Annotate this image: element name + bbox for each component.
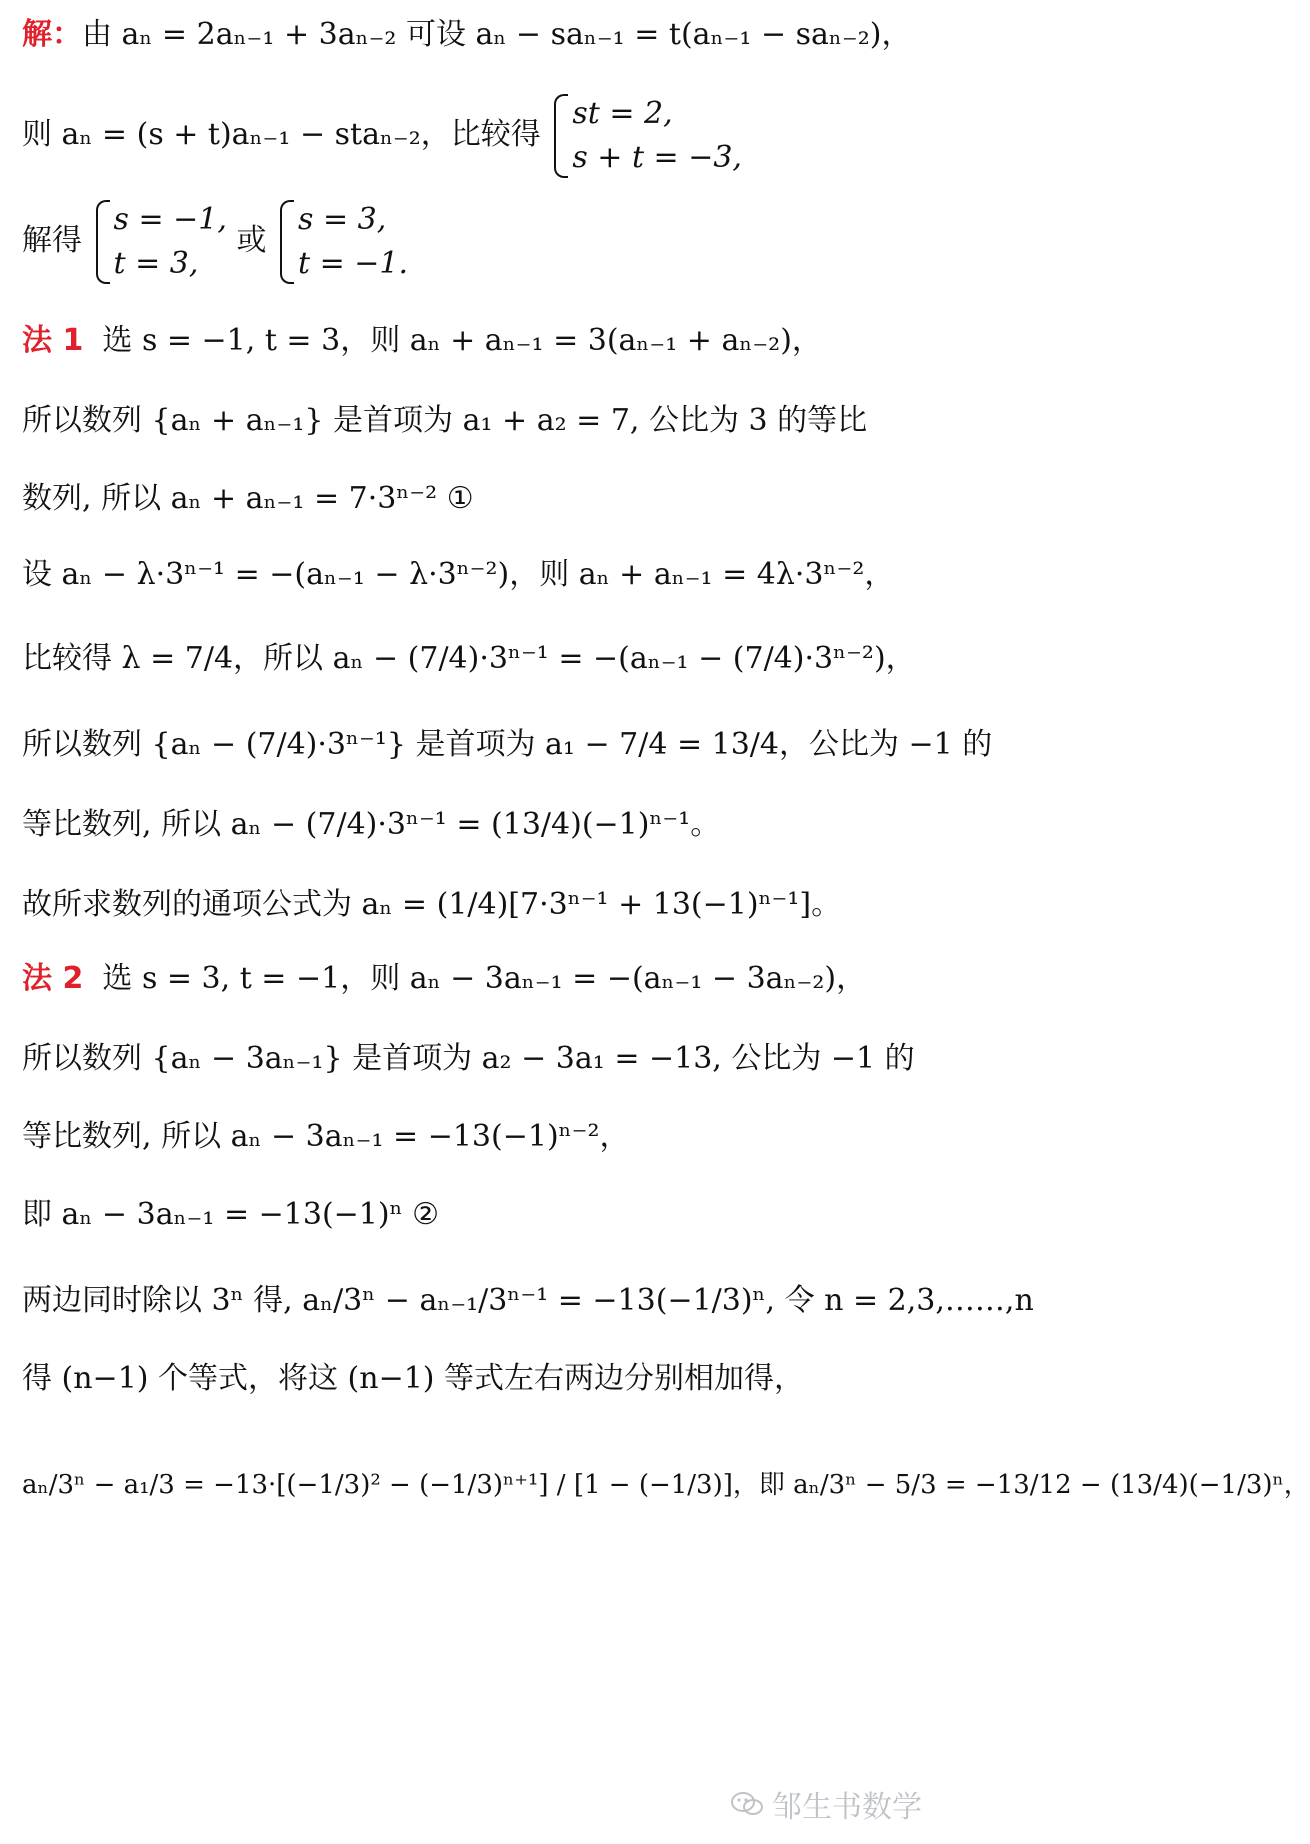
- system-row: s = 3,: [298, 202, 387, 237]
- solution-line-2: [22, 92, 742, 180]
- solution-label: 解：: [22, 17, 82, 52]
- text-line: [22, 886, 841, 924]
- system-row: s + t = −3,: [572, 140, 742, 175]
- method-2-label: 法 2: [22, 961, 84, 996]
- equation-system: [550, 92, 742, 180]
- wechat-icon: [730, 1791, 764, 1817]
- equation-text: 即 aₙ − 3aₙ₋₁ = −13(−1)ⁿ ②: [22, 1197, 439, 1232]
- system-row: t = 3,: [113, 246, 199, 281]
- text-line: [22, 1196, 439, 1234]
- equation-text: aₙ/3ⁿ − a₁/3 = −13·[(−1/3)² − (−1/3)ⁿ⁺¹] / [1 − (−1/3)]，即 aₙ/3ⁿ − 5/3 = −13/12 − (13/4)(−1/3)ⁿ，: [22, 1470, 1310, 1500]
- text-line: [22, 1466, 1310, 1504]
- equation-text: 所以数列 {aₙ + aₙ₋₁} 是首项为 a₁ + a₂ = 7, 公比为 3 的等比: [22, 403, 868, 438]
- method-1-line: [22, 322, 822, 360]
- equation-text: 所以数列 {aₙ − (7/4)·3ⁿ⁻¹} 是首项为 a₁ − 7/4 = 13/4，公比为 −1 的: [22, 727, 993, 762]
- solution-line-3: [22, 198, 408, 286]
- watermark-text: 邹生书数学: [772, 1790, 922, 1825]
- text-line: [22, 1282, 1034, 1320]
- equation-text: 解得: [22, 223, 82, 258]
- equation-text: 等比数列, 所以 aₙ − (7/4)·3ⁿ⁻¹ = (13/4)(−1)ⁿ⁻¹。: [22, 807, 721, 842]
- solution-line-1: [22, 16, 911, 54]
- equation-text: 设 aₙ − λ·3ⁿ⁻¹ = −(aₙ₋₁ − λ·3ⁿ⁻²)，则 aₙ + aₙ₋₁ = 4λ·3ⁿ⁻²，: [22, 557, 895, 592]
- equation-text: 等比数列, 所以 aₙ − 3aₙ₋₁ = −13(−1)ⁿ⁻²，: [22, 1119, 630, 1154]
- text-line: [22, 480, 474, 518]
- equation-system-b: [276, 198, 408, 286]
- system-row: s = −1,: [113, 202, 227, 237]
- text-line: [22, 1118, 630, 1156]
- method-2-line: [22, 960, 866, 998]
- watermark: [730, 1782, 922, 1826]
- text-line: [22, 1040, 915, 1078]
- system-row: st = 2,: [572, 96, 673, 131]
- method-1-label: 法 1: [22, 323, 84, 358]
- text-line: [22, 726, 992, 764]
- equation-text: 得 (n−1) 个等式，将这 (n−1) 等式左右两边分别相加得，: [22, 1361, 805, 1396]
- text-line: [22, 402, 867, 440]
- equation-text: 数列, 所以 aₙ + aₙ₋₁ = 7·3ⁿ⁻² ①: [22, 481, 474, 516]
- text-line: [22, 1360, 804, 1398]
- text-line: [22, 556, 894, 594]
- text-line: [22, 806, 720, 844]
- equation-system-a: [92, 198, 227, 286]
- equation-text: 比较得 λ = 7/4，所以 aₙ − (7/4)·3ⁿ⁻¹ = −(aₙ₋₁ − (7/4)·3ⁿ⁻²)，: [22, 641, 916, 676]
- equation-text: 选 s = 3, t = −1，则 aₙ − 3aₙ₋₁ = −(aₙ₋₁ − 3aₙ₋₂)，: [102, 961, 867, 996]
- equation-text: 所以数列 {aₙ − 3aₙ₋₁} 是首项为 a₂ − 3a₁ = −13, 公比为 −1 的: [22, 1041, 915, 1076]
- or-text: 或: [236, 223, 267, 258]
- equation-text: 故所求数列的通项公式为 aₙ = (1/4)[7·3ⁿ⁻¹ + 13(−1)ⁿ⁻¹]。: [22, 887, 842, 922]
- equation-text: 由 aₙ = 2aₙ₋₁ + 3aₙ₋₂ 可设 aₙ − saₙ₋₁ = t(aₙ₋₁ − saₙ₋₂)，: [82, 17, 912, 52]
- equation-text: 则 aₙ = (s + t)aₙ₋₁ − staₙ₋₂，比较得: [22, 117, 541, 152]
- system-row: t = −1.: [298, 246, 409, 281]
- equation-text: 两边同时除以 3ⁿ 得, aₙ/3ⁿ − aₙ₋₁/3ⁿ⁻¹ = −13(−1/3)ⁿ, 令 n = 2,3,……,n: [22, 1283, 1034, 1318]
- text-line: [22, 640, 916, 678]
- equation-text: 选 s = −1, t = 3，则 aₙ + aₙ₋₁ = 3(aₙ₋₁ + aₙ₋₂)，: [102, 323, 822, 358]
